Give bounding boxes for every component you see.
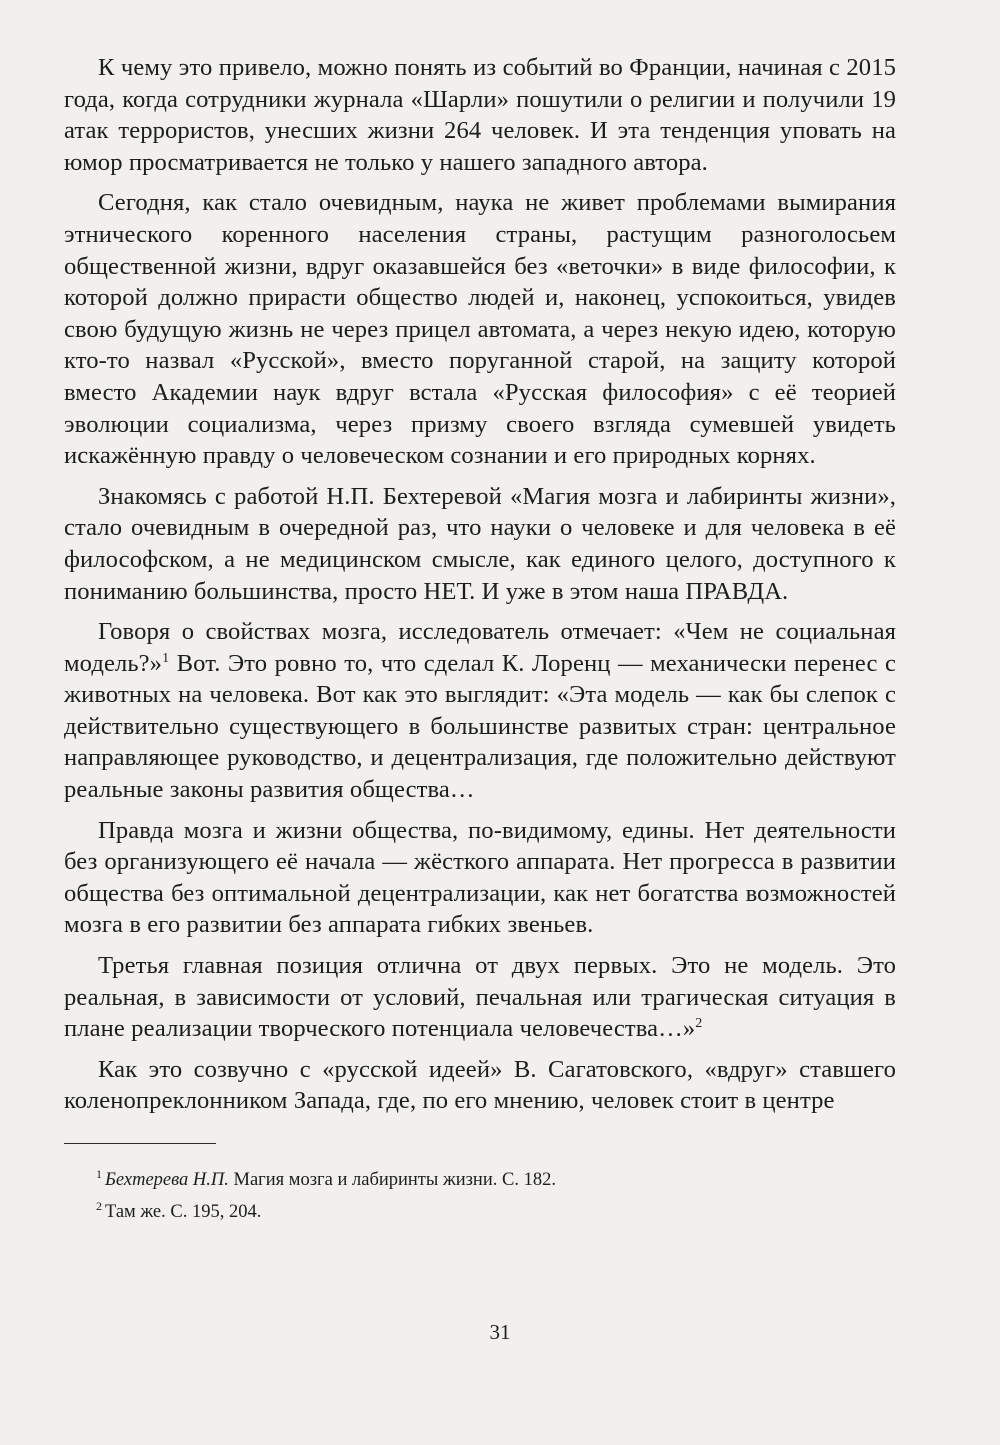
footnote-2-mark: 2 [96, 1198, 102, 1213]
footnote-2 [64, 1200, 896, 1224]
footnote-1-mark: 1 [96, 1166, 102, 1181]
paragraph-4 [64, 616, 896, 806]
paragraph-4-text-b: Вот. Это ровно то, что сделал К. Лоренц — механически перенес с животных на человека. Вот как это выглядит: «Эта модель — как бы слепок с действительно существующего в большинстве развитых стран: центральное направляющее руководство, и децентрализация, где положительно действуют реальные законы развития общества… [64, 649, 896, 804]
paragraph-3: Знакомясь с работой Н.П. Бехтеревой «Магия мозга и лабиринты жизни», стало очевидным в очередной раз, что науки о человеке и для человека в её философском, а не медицинском смысле, как единого целого, доступного к пониманию большинства, просто НЕТ. И уже в этом наша ПРАВДА. [64, 482, 896, 605]
footnote-divider [64, 1143, 216, 1144]
footnote-ref-2: 2 [695, 1016, 703, 1032]
paragraph-2: Сегодня, как стало очевидным, наука не живет проблемами вымирания этнического коренного населения страны, растущим разноголосьем общественной жизни, вдруг оказавшейся без «веточки» в виде философии, к которой должно прирасти общество людей и, наконец, успокоиться, увидев свою будущую жизнь не через прицел автомата, а через некую идею, которую кто-то назвал «Русской», вместо поруганной старой, на защиту которой вместо Академии наук вдруг встала «Русская философия» с её теорией эволюции социализма, через призму своего взгляда сумевшей увидеть искажённую правду о человеческом сознании и его природных корнях. [64, 189, 896, 470]
footnote-2-text: Там же. С. 195, 204. [105, 1202, 262, 1222]
paragraph-7: Как это созвучно с «русской идеей» В. Сагатовского, «вдруг» ставшего коленопреклонником Запада, где, по его мнению, человек стоит в центре [64, 1055, 896, 1115]
paragraph-6-text: Третья главная позиция отлична от двух первых. Это не модель. Это реальная, в зависимости от условий, печальная или трагическая ситуация в плане реализации творческого потенциала человечества…» [64, 952, 896, 1043]
page-number: 31 [489, 1320, 511, 1344]
footnote-1 [64, 1168, 896, 1192]
footnote-1-text: Магия мозга и лабиринты жизни. С. 182. [228, 1170, 556, 1190]
page-body [64, 52, 896, 1232]
paragraph-1: К чему это привело, можно понять из событий во Франции, начиная с 2015 года, когда сотрудники журнала «Шарли» пошутили о религии и получили 19 атак террористов, унесших жизни 264 человек. И эта тенденция уповать на юмор просматривается не только у нашего западного автора. [64, 54, 896, 176]
paragraph-5: Правда мозга и жизни общества, по-видимому, едины. Нет деятельности без организующего её начала — жёсткого аппарата. Нет прогресса в развитии общества без оптимальной децентрализации, как нет богатства возможностей мозга в его развитии без аппарата гибких звеньев. [64, 816, 896, 939]
footnote-ref-1: 1 [162, 650, 170, 666]
paragraph-4-text-a: Говоря о свойствах мозга, исследователь отмечает: «Чем не социальная модель?» [64, 618, 896, 677]
paragraph-6 [64, 950, 896, 1045]
footnote-1-author: Бехтерева Н.П. [105, 1170, 229, 1190]
